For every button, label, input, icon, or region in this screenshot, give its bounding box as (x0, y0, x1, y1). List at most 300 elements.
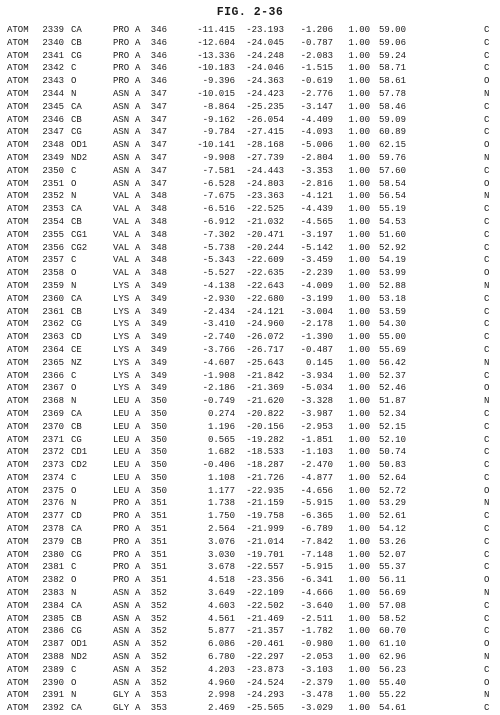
residue-number: 347 (150, 178, 167, 189)
chain-id: A (135, 703, 141, 714)
atom-serial: 2356 (42, 242, 64, 253)
atom-serial: 2374 (42, 472, 64, 483)
y-coordinate: -22.525 (246, 204, 284, 215)
residue-number: 348 (150, 216, 167, 227)
atom-record-row (0, 88, 500, 101)
chain-id: A (135, 652, 141, 663)
residue-number: 350 (150, 408, 167, 419)
chain-id: A (135, 460, 141, 471)
y-coordinate: -21.369 (246, 383, 284, 394)
record-type: ATOM (7, 165, 29, 176)
atom-record-row (0, 625, 500, 638)
b-factor: 54.61 (378, 703, 406, 714)
residue-name: PRO (113, 549, 130, 560)
occupancy: 1.00 (348, 549, 370, 560)
b-factor: 53.29 (378, 498, 406, 509)
occupancy: 1.00 (348, 152, 370, 163)
residue-name: GLY (113, 690, 130, 701)
x-coordinate: -9.162 (202, 114, 235, 125)
residue-number: 349 (150, 280, 167, 291)
chain-id: A (135, 76, 141, 87)
z-coordinate: -2.804 (300, 152, 333, 163)
b-factor: 58.61 (378, 76, 406, 87)
atom-name: N (71, 690, 77, 701)
chain-id: A (135, 216, 141, 227)
residue-name: ASN (113, 613, 130, 624)
atom-serial: 2346 (42, 114, 64, 125)
residue-number: 352 (150, 652, 167, 663)
b-factor: 58.52 (378, 613, 406, 624)
atom-serial: 2368 (42, 396, 64, 407)
x-coordinate: 6.086 (207, 639, 235, 650)
b-factor: 62.96 (378, 652, 406, 663)
atom-record-row (0, 549, 500, 562)
x-coordinate: -2.434 (202, 306, 235, 317)
atom-record-row (0, 114, 500, 127)
x-coordinate: -6.516 (202, 204, 235, 215)
record-type: ATOM (7, 524, 29, 535)
atom-name: CD2 (71, 460, 88, 471)
record-type: ATOM (7, 549, 29, 560)
z-coordinate: 0.145 (305, 357, 333, 368)
z-coordinate: -4.409 (300, 114, 333, 125)
chain-id: A (135, 421, 141, 432)
atom-record-row (0, 421, 500, 434)
atom-serial: 2369 (42, 408, 64, 419)
x-coordinate: 3.678 (207, 562, 235, 573)
residue-number: 351 (150, 549, 167, 560)
record-type: ATOM (7, 140, 29, 151)
x-coordinate: -3.766 (202, 344, 235, 355)
b-factor: 60.70 (378, 626, 406, 637)
chain-id: A (135, 255, 141, 266)
y-coordinate: -21.726 (246, 472, 284, 483)
record-type: ATOM (7, 370, 29, 381)
z-coordinate: -5.915 (300, 562, 333, 573)
atom-name: N (71, 280, 77, 291)
record-type: ATOM (7, 434, 29, 445)
record-type: ATOM (7, 229, 29, 240)
z-coordinate: -6.365 (300, 511, 333, 522)
y-coordinate: -22.297 (246, 652, 284, 663)
atom-record-row (0, 203, 500, 216)
y-coordinate: -19.758 (246, 511, 284, 522)
atom-record-row (0, 101, 500, 114)
z-coordinate: -4.666 (300, 588, 333, 599)
atom-record-row (0, 165, 500, 178)
record-type: ATOM (7, 76, 29, 87)
element-symbol: O (484, 76, 490, 87)
y-coordinate: -24.121 (246, 306, 284, 317)
residue-number: 346 (150, 37, 167, 48)
atom-name: C (71, 63, 77, 74)
occupancy: 1.00 (348, 536, 370, 547)
x-coordinate: -2.930 (202, 293, 235, 304)
record-type: ATOM (7, 562, 29, 573)
occupancy: 1.00 (348, 434, 370, 445)
residue-name: LEU (113, 447, 130, 458)
residue-name: PRO (113, 524, 130, 535)
z-coordinate: -7.842 (300, 536, 333, 547)
record-type: ATOM (7, 421, 29, 432)
residue-name: LEU (113, 421, 130, 432)
atom-name: O (71, 575, 77, 586)
atom-serial: 2357 (42, 255, 64, 266)
atom-serial: 2361 (42, 306, 64, 317)
y-coordinate: -21.159 (246, 498, 284, 509)
y-coordinate: -26.072 (246, 332, 284, 343)
atom-serial: 2358 (42, 268, 64, 279)
atom-serial: 2359 (42, 280, 64, 291)
atom-serial: 2342 (42, 63, 64, 74)
atom-serial: 2353 (42, 204, 64, 215)
chain-id: A (135, 114, 141, 125)
b-factor: 51.60 (378, 229, 406, 240)
residue-number: 352 (150, 626, 167, 637)
chain-id: A (135, 242, 141, 253)
occupancy: 1.00 (348, 447, 370, 458)
residue-number: 352 (150, 639, 167, 650)
residue-name: LEU (113, 396, 130, 407)
element-symbol: C (484, 50, 490, 61)
z-coordinate: -6.789 (300, 524, 333, 535)
element-symbol: C (484, 421, 490, 432)
element-symbol: C (484, 703, 490, 714)
b-factor: 52.34 (378, 408, 406, 419)
y-coordinate: -27.739 (246, 152, 284, 163)
z-coordinate: -1.103 (300, 447, 333, 458)
element-symbol: O (484, 268, 490, 279)
z-coordinate: -6.341 (300, 575, 333, 586)
atom-name: C (71, 165, 77, 176)
residue-number: 352 (150, 600, 167, 611)
atom-name: CG1 (71, 229, 88, 240)
chain-id: A (135, 485, 141, 496)
residue-number: 350 (150, 434, 167, 445)
atom-serial: 2380 (42, 549, 64, 560)
atom-serial: 2385 (42, 613, 64, 624)
b-factor: 52.37 (378, 370, 406, 381)
residue-number: 348 (150, 191, 167, 202)
y-coordinate: -24.363 (246, 76, 284, 87)
b-factor: 52.07 (378, 549, 406, 560)
atom-record-row (0, 638, 500, 651)
element-symbol: C (484, 332, 490, 343)
residue-number: 351 (150, 575, 167, 586)
atom-name: O (71, 76, 77, 87)
residue-name: PRO (113, 536, 130, 547)
z-coordinate: -2.239 (300, 268, 333, 279)
element-symbol: C (484, 434, 490, 445)
atom-record-row (0, 139, 500, 152)
atom-serial: 2352 (42, 191, 64, 202)
chain-id: A (135, 383, 141, 394)
atom-name: CD1 (71, 447, 88, 458)
atom-serial: 2372 (42, 447, 64, 458)
residue-number: 346 (150, 50, 167, 61)
y-coordinate: -19.701 (246, 549, 284, 560)
x-coordinate: -10.183 (197, 63, 235, 74)
atom-serial: 2381 (42, 562, 64, 573)
y-coordinate: -21.999 (246, 524, 284, 535)
element-symbol: C (484, 370, 490, 381)
y-coordinate: -20.461 (246, 639, 284, 650)
occupancy: 1.00 (348, 703, 370, 714)
chain-id: A (135, 639, 141, 650)
residue-name: LEU (113, 408, 130, 419)
x-coordinate: 4.960 (207, 677, 235, 688)
atom-name: ND2 (71, 652, 88, 663)
x-coordinate: 4.603 (207, 600, 235, 611)
chain-id: A (135, 588, 141, 599)
record-type: ATOM (7, 268, 29, 279)
record-type: ATOM (7, 485, 29, 496)
chain-id: A (135, 204, 141, 215)
b-factor: 50.83 (378, 460, 406, 471)
occupancy: 1.00 (348, 652, 370, 663)
occupancy: 1.00 (348, 140, 370, 151)
atom-name: O (71, 268, 77, 279)
z-coordinate: -1.390 (300, 332, 333, 343)
atom-name: CA (71, 600, 82, 611)
residue-name: ASN (113, 178, 130, 189)
y-coordinate: -21.032 (246, 216, 284, 227)
element-symbol: N (484, 588, 490, 599)
record-type: ATOM (7, 293, 29, 304)
residue-name: LYS (113, 332, 130, 343)
x-coordinate: -10.141 (197, 140, 235, 151)
residue-number: 351 (150, 524, 167, 535)
x-coordinate: 4.561 (207, 613, 235, 624)
chain-id: A (135, 600, 141, 611)
chain-id: A (135, 268, 141, 279)
y-coordinate: -20.244 (246, 242, 284, 253)
z-coordinate: -0.787 (300, 37, 333, 48)
b-factor: 56.54 (378, 191, 406, 202)
z-coordinate: -2.178 (300, 319, 333, 330)
record-type: ATOM (7, 344, 29, 355)
z-coordinate: -4.121 (300, 191, 333, 202)
b-factor: 54.30 (378, 319, 406, 330)
atom-name: CB (71, 613, 82, 624)
z-coordinate: -2.953 (300, 421, 333, 432)
y-coordinate: -24.524 (246, 677, 284, 688)
x-coordinate: -3.410 (202, 319, 235, 330)
element-symbol: C (484, 511, 490, 522)
element-symbol: C (484, 63, 490, 74)
atom-record-row (0, 178, 500, 191)
occupancy: 1.00 (348, 626, 370, 637)
atom-name: N (71, 88, 77, 99)
atom-record-row (0, 126, 500, 139)
x-coordinate: 2.998 (207, 690, 235, 701)
occupancy: 1.00 (348, 76, 370, 87)
residue-number: 349 (150, 383, 167, 394)
b-factor: 57.78 (378, 88, 406, 99)
atom-record-row (0, 677, 500, 690)
b-factor: 55.40 (378, 677, 406, 688)
occupancy: 1.00 (348, 229, 370, 240)
atom-serial: 2362 (42, 319, 64, 330)
atom-record-row (0, 318, 500, 331)
y-coordinate: -24.423 (246, 88, 284, 99)
occupancy: 1.00 (348, 344, 370, 355)
element-symbol: C (484, 319, 490, 330)
element-symbol: O (484, 575, 490, 586)
atom-name: OD1 (71, 140, 88, 151)
b-factor: 57.60 (378, 165, 406, 176)
chain-id: A (135, 88, 141, 99)
y-coordinate: -23.193 (246, 25, 284, 35)
atom-record-row (0, 510, 500, 523)
z-coordinate: -3.199 (300, 293, 333, 304)
atom-serial: 2365 (42, 357, 64, 368)
atom-record-row (0, 485, 500, 498)
atom-serial: 2379 (42, 536, 64, 547)
chain-id: A (135, 677, 141, 688)
element-symbol: C (484, 229, 490, 240)
x-coordinate: 1.177 (207, 485, 235, 496)
y-coordinate: -21.842 (246, 370, 284, 381)
b-factor: 50.74 (378, 447, 406, 458)
z-coordinate: -2.776 (300, 88, 333, 99)
record-type: ATOM (7, 216, 29, 227)
residue-number: 351 (150, 511, 167, 522)
x-coordinate: -12.604 (197, 37, 235, 48)
atom-record-row (0, 613, 500, 626)
chain-id: A (135, 396, 141, 407)
residue-number: 346 (150, 25, 167, 35)
z-coordinate: -5.915 (300, 498, 333, 509)
atom-record-row (0, 651, 500, 664)
occupancy: 1.00 (348, 332, 370, 343)
b-factor: 55.22 (378, 690, 406, 701)
x-coordinate: -5.527 (202, 268, 235, 279)
residue-number: 351 (150, 536, 167, 547)
residue-name: GLY (113, 703, 130, 714)
residue-name: PRO (113, 511, 130, 522)
z-coordinate: -5.006 (300, 140, 333, 151)
residue-number: 347 (150, 114, 167, 125)
z-coordinate: -4.009 (300, 280, 333, 291)
residue-name: ASN (113, 88, 130, 99)
residue-number: 347 (150, 152, 167, 163)
z-coordinate: -3.640 (300, 600, 333, 611)
chain-id: A (135, 191, 141, 202)
atom-name: CG (71, 50, 82, 61)
residue-number: 349 (150, 332, 167, 343)
atom-name: CA (71, 25, 82, 35)
record-type: ATOM (7, 152, 29, 163)
atom-name: O (71, 677, 77, 688)
residue-name: PRO (113, 50, 130, 61)
y-coordinate: -24.443 (246, 165, 284, 176)
record-type: ATOM (7, 408, 29, 419)
atom-name: ND2 (71, 152, 88, 163)
x-coordinate: 2.469 (207, 703, 235, 714)
z-coordinate: -0.980 (300, 639, 333, 650)
atom-record-row (0, 24, 500, 37)
chain-id: A (135, 472, 141, 483)
record-type: ATOM (7, 319, 29, 330)
atom-serial: 2377 (42, 511, 64, 522)
record-type: ATOM (7, 677, 29, 688)
b-factor: 59.09 (378, 114, 406, 125)
atom-serial: 2373 (42, 460, 64, 471)
chain-id: A (135, 319, 141, 330)
b-factor: 56.11 (378, 575, 406, 586)
atom-record-row (0, 216, 500, 229)
element-symbol: C (484, 447, 490, 458)
chain-id: A (135, 37, 141, 48)
y-coordinate: -22.557 (246, 562, 284, 573)
residue-name: PRO (113, 63, 130, 74)
residue-number: 349 (150, 344, 167, 355)
record-type: ATOM (7, 575, 29, 586)
b-factor: 59.06 (378, 37, 406, 48)
b-factor: 59.24 (378, 50, 406, 61)
residue-number: 352 (150, 613, 167, 624)
atom-name: CA (71, 408, 82, 419)
element-symbol: O (484, 485, 490, 496)
atom-record-row (0, 267, 500, 280)
z-coordinate: -4.656 (300, 485, 333, 496)
occupancy: 1.00 (348, 600, 370, 611)
z-coordinate: -1.782 (300, 626, 333, 637)
element-symbol: C (484, 664, 490, 675)
atom-serial: 2371 (42, 434, 64, 445)
chain-id: A (135, 152, 141, 163)
residue-number: 347 (150, 88, 167, 99)
occupancy: 1.00 (348, 524, 370, 535)
chain-id: A (135, 690, 141, 701)
residue-name: LYS (113, 293, 130, 304)
record-type: ATOM (7, 664, 29, 675)
residue-name: ASN (113, 140, 130, 151)
y-coordinate: -24.046 (246, 63, 284, 74)
atom-name: N (71, 498, 77, 509)
atom-record-row (0, 702, 500, 715)
occupancy: 1.00 (348, 613, 370, 624)
atom-name: CG (71, 127, 82, 138)
occupancy: 1.00 (348, 25, 370, 35)
residue-name: LYS (113, 383, 130, 394)
element-symbol: N (484, 191, 490, 202)
atom-name: CD (71, 332, 82, 343)
element-symbol: C (484, 408, 490, 419)
residue-name: ASN (113, 626, 130, 637)
z-coordinate: -2.083 (300, 50, 333, 61)
y-coordinate: -24.293 (246, 690, 284, 701)
residue-number: 352 (150, 664, 167, 675)
z-coordinate: -3.934 (300, 370, 333, 381)
residue-number: 348 (150, 268, 167, 279)
record-type: ATOM (7, 255, 29, 266)
y-coordinate: -20.156 (246, 421, 284, 432)
record-type: ATOM (7, 242, 29, 253)
b-factor: 55.37 (378, 562, 406, 573)
atom-name: C (71, 472, 77, 483)
chain-id: A (135, 63, 141, 74)
b-factor: 52.88 (378, 280, 406, 291)
occupancy: 1.00 (348, 575, 370, 586)
residue-name: PRO (113, 37, 130, 48)
residue-name: ASN (113, 114, 130, 125)
element-symbol: N (484, 152, 490, 163)
atom-serial: 2382 (42, 575, 64, 586)
element-symbol: C (484, 204, 490, 215)
z-coordinate: -4.565 (300, 216, 333, 227)
